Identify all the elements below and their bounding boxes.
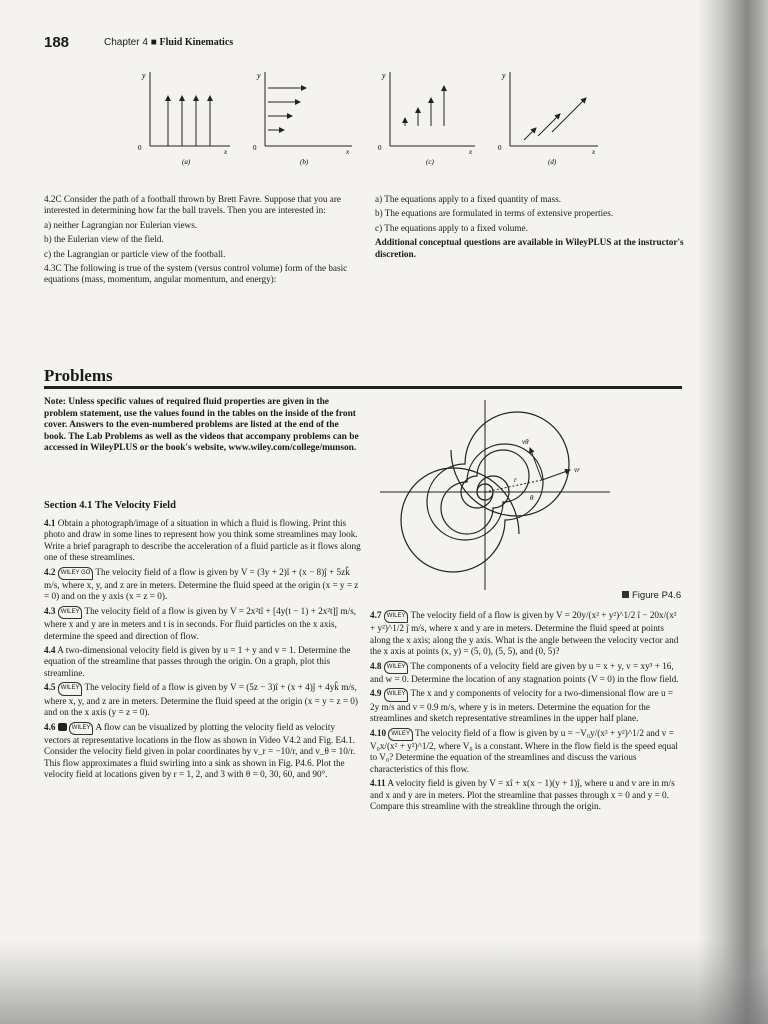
- wileyplus-badge-icon: WILEY: [58, 682, 83, 695]
- sketch-d-label: (d): [548, 158, 557, 166]
- sketch-d-y-label: y: [502, 71, 506, 80]
- problems-left-column: [44, 518, 362, 784]
- problems-heading: Problems: [44, 366, 113, 385]
- problem-number: 4.9: [370, 688, 382, 699]
- sketch-a-origin: 0: [138, 144, 142, 152]
- problem-text: The velocity field of a flow is given by V = (3y + 2)î + (x − 8)ĵ + 5zk̂ m/s, where x, y, and z are in meters. Determine the fluid speed at the origin (x = y = z = 0) and on the y axis (x = z = 0).: [44, 566, 359, 602]
- problems-rule: [44, 386, 682, 389]
- question-4-2c-option-c: c) the Lagrangian or particle view of the football.: [44, 248, 226, 259]
- problem-4-1: [44, 518, 362, 564]
- problem-text: A velocity field is given by V = xî + x(x − 1)(y + 1)ĵ, where u and v are in m/s and x and y are in meters. Plot the streamline that passes through x = 0 and y = 0. Compare this streamline with the streakline through the origin.: [370, 778, 675, 812]
- conceptual-questions-right: [375, 194, 687, 263]
- question-4-2c: 4.2C Consider the path of a football thrown by Brett Favre. Suppose that you are interested in determining how far the ball travels. Then you are interested in:: [44, 194, 342, 216]
- problem-number: 4.5: [44, 682, 56, 693]
- sketch-c-y-label: y: [382, 71, 386, 80]
- problem-text: Obtain a photograph/image of a situation in which a fluid is flowing. Print this photo and draw in some lines to represent how you think some streamlines may look. Write a brief paragraph to describe the acceleration of a fluid particle as it flows along one of these streamlines.: [44, 518, 361, 563]
- problem-number: 4.6: [44, 721, 56, 732]
- chapter-number: Chapter 4: [104, 37, 148, 48]
- chapter-bullet-icon: ■: [150, 37, 157, 48]
- theta-label: θ: [530, 494, 534, 502]
- figure-caption: [622, 590, 681, 601]
- figure-caption-text: Figure P4.6: [632, 590, 682, 601]
- question-4-2c-option-a: a) neither Lagrangian nor Eulerian views.: [44, 219, 198, 230]
- velocity-field-sketches: [120, 62, 610, 172]
- question-4-3c-option-c: c) The equations apply to a fixed volume.: [375, 222, 528, 233]
- problem-4-3: [44, 606, 362, 642]
- problem-text: The velocity field of a flow is given by V = 2x²tî + [4y(t − 1) + 2x²t]ĵ m/s, where x and y are in meters and t is in seconds. For fluid particles on the x axis, determine the speed and direction of flow.: [44, 605, 357, 641]
- conceptual-questions-left: [44, 194, 362, 289]
- question-4-3c-option-b: b) The equations are formulated in terms of extensive properties.: [375, 208, 614, 219]
- problem-text: The x and y components of velocity for a two-dimensional flow are u = 2y m/s and v = 0.9 m/s, where y is in meters. Determine the equation for the streamlines and sketch representative streamlines in the upper half plane.: [370, 688, 674, 724]
- vr-label: vr: [574, 466, 580, 474]
- sink-vortex-figure: [380, 400, 620, 590]
- sketch-d-x-label: x: [592, 148, 596, 156]
- wileyplus-badge-icon: WILEY: [388, 728, 413, 741]
- sketch-a-y-label: y: [142, 71, 146, 80]
- vtheta-label: vθ: [522, 438, 529, 446]
- wileyplus-badge-icon: WILEY: [384, 610, 409, 623]
- additional-questions-note: Additional conceptual questions are available in WileyPLUS at the instructor's discretion.: [375, 237, 684, 259]
- problem-number: 4.1: [44, 518, 56, 528]
- sketch-c-origin: 0: [378, 144, 382, 152]
- scan-shadow-right: [698, 0, 768, 1024]
- problem-number: 4.2: [44, 566, 56, 577]
- problem-4-5: [44, 682, 362, 718]
- problem-number: 4.3: [44, 605, 56, 616]
- sketch-b-y-label: y: [257, 71, 261, 80]
- problem-text: A two-dimensional velocity field is given by u = 1 + y and v = 1. Determine the equation of the streamline that passes through the origin. On a graph, plot this streamline.: [44, 645, 351, 678]
- sketch-a-label: (a): [182, 158, 191, 166]
- problem-4-11: [370, 778, 684, 812]
- question-4-3c-option-a: a) The equations apply to a fixed quantity of mass.: [375, 194, 562, 204]
- video-icon: [58, 723, 67, 731]
- wileyplus-go-badge-icon: [58, 567, 94, 580]
- sketch-b-label: (b): [300, 158, 309, 166]
- sketch-d: [498, 71, 598, 166]
- problem-number: 4.4: [44, 645, 56, 656]
- sketch-c-x-label: x: [469, 148, 473, 156]
- figure-marker-icon: [622, 591, 629, 598]
- problem-text: The velocity field of a flow is given by u = −V₀y/(x² + y²)^1/2 and v = V₀x/(x² + y²)^1/2, where V₀ is a constant. Where in the flow field is the speed equal to V₀? Determine the equation of the streamlines and discuss the various characteristics of this flow.: [370, 727, 678, 774]
- problem-4-4: [44, 645, 362, 679]
- scan-shadow-bottom: [0, 940, 768, 1024]
- problem-number: 4.10: [370, 727, 387, 738]
- r-label: r: [514, 476, 517, 484]
- sketch-c: [378, 71, 475, 166]
- question-4-2c-option-b: b) the Eulerian view of the field.: [44, 234, 164, 245]
- problems-note: Note: Unless specific values of required fluid properties are given in the problem statement, use the values found in the tables on the inside of the front cover. Answers to the even-numbered problems are listed at the end of the book. The Lab Problems as well as the videos that accompany problems can be accessed in WileyPLUS or the book's website, www.wiley.com/college/munson.: [44, 397, 359, 454]
- sketch-b-x-label: x: [346, 148, 350, 156]
- sketch-c-label: (c): [426, 158, 434, 166]
- page-number: 188: [44, 34, 70, 51]
- problems-right-column: [370, 610, 684, 816]
- wileyplus-badge-icon: WILEY: [69, 722, 94, 735]
- sketch-d-origin: 0: [498, 144, 502, 152]
- problem-text: The velocity field of a flow is given by V = 20y/(x² + y²)^1/2 î − 20x/(x² + y²)^1/2 ĵ m/s, where x and y are in meters. Determine the fluid speed at points along the x axis; along the y axis. What is the angle between the velocity vector and the x axis at points (x, y) = (5, 0), (5, 5), and (0, 5)?: [370, 610, 679, 657]
- sketch-b: [253, 71, 352, 166]
- wileyplus-badge-icon: WILEY: [384, 688, 409, 701]
- problem-4-7: [370, 610, 684, 658]
- problem-4-6: [44, 722, 362, 781]
- problem-text: The components of a velocity field are given by u = x + y, v = xy³ + 16, and w = 0. Determine the location of any stagnation points (V = 0) in the flow field.: [370, 660, 679, 685]
- wileyplus-badge-icon: WILEY: [384, 661, 409, 674]
- wileyplus-badge-icon: WILEY: [58, 606, 83, 619]
- problem-number: 4.8: [370, 660, 382, 671]
- problem-number: 4.7: [370, 610, 382, 620]
- section-heading: Section 4.1 The Velocity Field: [44, 500, 176, 511]
- sketch-a: [138, 71, 230, 166]
- badge-go-text: GO: [81, 569, 91, 576]
- problem-4-2: [44, 567, 362, 603]
- problem-4-9: [370, 688, 684, 724]
- problem-4-10: [370, 728, 684, 776]
- sketch-a-x-label: x: [224, 148, 228, 156]
- chapter-label: [104, 37, 233, 48]
- question-4-3c: 4.3C The following is true of the system (versus control volume) form of the basic equations (mass, momentum, angular momentum, and energy):: [44, 263, 348, 285]
- problem-text: The velocity field of a flow is given by V = (5z − 3)î + (x + 4)ĵ + 4yk̂ m/s, where x, y, and z are in meters. Determine the fluid speed at the origin (x = y = z = 0) and on the x axis (y = z = 0).: [44, 682, 358, 718]
- badge-text: WILEY: [60, 569, 80, 576]
- problem-4-8: [370, 661, 684, 686]
- sketch-b-origin: 0: [253, 144, 257, 152]
- chapter-title: Fluid Kinematics: [159, 37, 234, 48]
- page-header: [44, 34, 234, 52]
- problem-text: A flow can be visualized by plotting the velocity field as velocity vectors at representative locations in the flow as shown in Video V4.2 and Fig. E4.1. Consider the velocity field given in polar coordinates by v_r = −10/r, and v_θ = 10/r. This flow approximates a fluid swirling into a sink as shown in Fig. P4.6. Plot the velocity field at locations given by r = 1, 2, and 3 with θ = 0, 30, 60, and 90°.: [44, 721, 356, 780]
- problem-number: 4.11: [370, 778, 386, 789]
